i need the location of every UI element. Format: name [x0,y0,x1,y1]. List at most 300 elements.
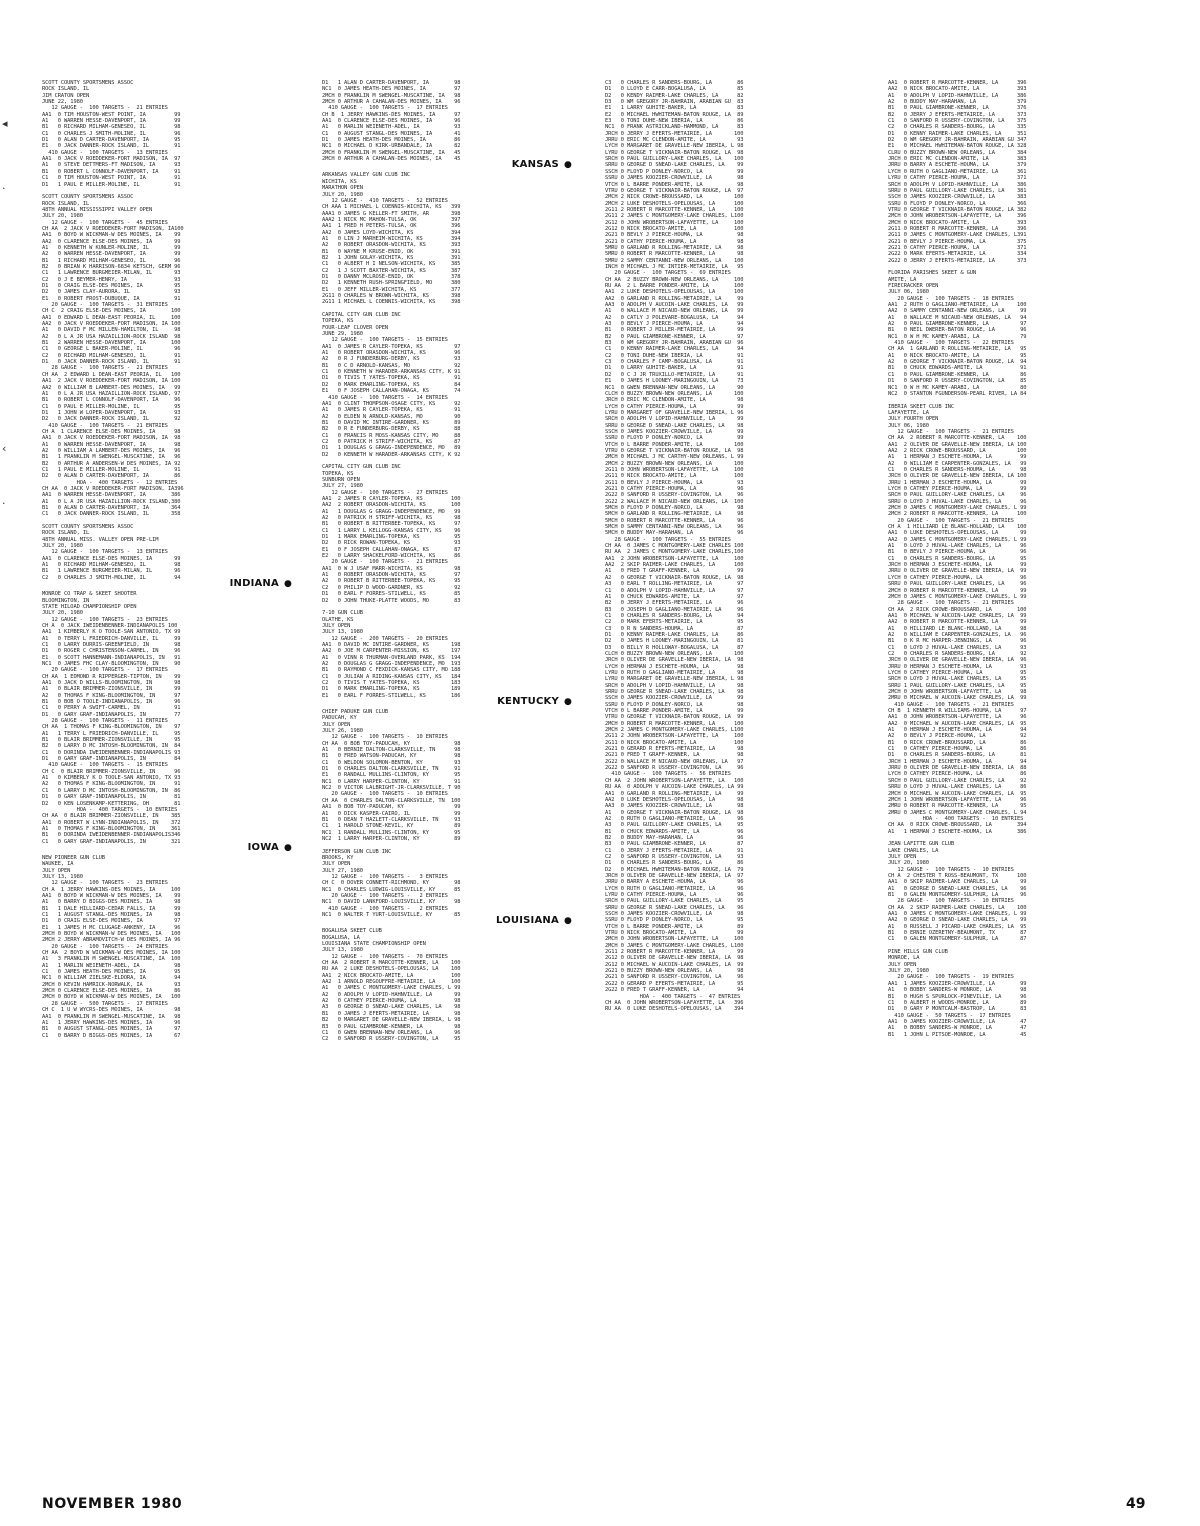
result-line: LYCH 0 HERMAN J ESCHETE-HOUMA, LA 98 [605,663,744,670]
result-line: A1 0 BOBBY SANDERS-W MONROE, LA 98 [888,987,1027,994]
result-line: AA1 2 OLIVER DE GRAVELLE-NEW IBERIA, LA 100 [888,441,1027,448]
issue-date: NOVEMBER 1980 [42,1496,183,1512]
result-line: AA1 0 LUKE DESHOTELS-OPELOUSAS, LA 99 [888,530,1027,537]
result-line: NC1 0 DAVID LANKFORD-LOUISVILLE, KY 98 [322,899,461,906]
result-line: 28 GAUGE - 100 TARGETS - 55 ENTRIES [605,536,731,543]
result-line: A1 0 STEVE DETTMERS-FT MADISON, IA 93 [42,162,181,169]
result-line: C1 0 AUGUST STANGL-DES MOINES, IA 41 [322,130,461,137]
result-line: AA1 0 CLARENCE ELSE-DES MOINES, IA 96 [322,118,461,125]
result-line: D1 0 ROGER C CHRISTENSON-CARMEL, IN 96 [42,648,181,655]
result-line: A2 0 ROBERT B RITTERBEE-TOPEKA, KS 95 [322,578,461,585]
result-line: 2G12 0 OLIVER DE GRAVELLE-NEW IBERIA, LA 98 [605,955,744,962]
result-line: A1 0 ROBERT ORASDON-WICHITA, KS 97 [322,572,461,579]
result-line: C1 0 GWEN BRENNAN-NEW ORLEANS, LA 96 [322,1029,461,1036]
result-line: A1 0 BLAIR BRIMMER-ZIONSVILLE, IN 99 [42,686,181,693]
result-line: D1 0 GARY GRAF-INDIANAPOLIS, IN 77 [42,711,181,718]
result-line: B3 0 JOSEPH D GAGLIANO-METAIRIE, LA 96 [605,606,744,613]
result-line: B1 0 ROBERT L CONNOLF-DAVENPORT, IA 96 [42,397,181,404]
result-line: 2MCH 2 BUZZY BROWN-NEW ORLEANS, LA 100 [605,460,744,467]
result-line: HOA - 400 TARGETS - 47 ENTRIES [605,993,741,1000]
result-line: NEW PIONEER GUN CLUB [42,854,105,861]
result-line: A1 0 L A JR USA HAZAILLION-ROCK ISLAND,380 [42,498,181,505]
result-line: 2G21 0 GERARD R EFERTS-METAIRIE, LA 98 [605,746,744,753]
margin-mark: ‹ [2,442,7,455]
results-column-2 [322,80,572,1490]
result-line: A1 0 CHUCK EDWARDS-AMITE, LA 97 [605,593,744,600]
result-line: SRCH 0 ADOLPH V LOPID-HAHNVILLE, LA 386 [888,181,1027,188]
result-line: NC1 1 RANDALL MULLINS-CLINTON, KY 95 [322,829,461,836]
result-line: A2 0 ELDEN N ARNOLD-KANSAS, MO 90 [322,413,461,420]
result-line: A2 0 WILLIAM A LAMBERT-DES MOINES, IA 96 [42,447,181,454]
result-line: D1 1 JOHN W LOPER-DAVENPORT, IA 93 [42,409,181,416]
result-line: 2G11 0 JAMES C MONTGOMERY-LAKE CHARLES, L391 [888,232,1027,239]
result-line: CH AA 1 THOMAS F KING-BLOOMINGTON, IN 97 [42,724,181,731]
result-line: JULY 20, 1980 [888,860,929,867]
result-line: AA1 0 JOHN WROBERTSON-LAFAYETTE, LA 96 [888,714,1027,721]
result-line: 2MCH 0 BOYD W WICKMAN-W DES MOINES, IA 100 [42,931,181,938]
result-line: B1 0 NEIL DWERER-BATON ROUGE, LA 96 [888,327,1027,334]
result-line: B1 0 DAVID MC INTIRE-GARDNER, KS 89 [322,419,461,426]
result-line: 2G21 0 BEVLY J PIERCE-HOUMA, LA 98 [605,232,744,239]
result-line: SSRU 0 FLOYD P DONLEY-NORCO, LA 95 [605,917,744,924]
result-line: 2G21 0 CATHY PIERCE-HOUMA, LA 371 [888,244,1027,251]
result-line: LOUISIANA STATE CHAMPIONSHIP OPEN [322,941,426,948]
result-line: 2MCH 1 JOHN WROBERTSON-LAFAYETTE, LA 96 [888,796,1027,803]
result-line: A1 0 KENNETH W KUNLER-MOLINE, IL 99 [42,244,181,251]
result-line: 5MRU 0 GARLAND R ROLLING-METAIRIE, LA 98 [605,244,744,251]
result-line: AA2 2 RICK CROWE-BROUSSARD, LA 100 [888,447,1027,454]
result-line: D1 0 JACK DANNER-ROCK ISLAND, IL 91 [42,359,181,366]
result-line: 48TH ANNUAL MISSISSIPPI VALLEY OPEN [42,206,153,213]
result-line: 2MCH 0 JAMES C MONTGOMERY-LAKE CHARLES, L 99 [888,505,1027,512]
result-line: C2 0 TONI DUHE-NEW IBERIA, LA 91 [605,352,744,359]
result-line: SRCH 0 LOYD J HUVAL-LAKE CHARLES, LA 95 [888,676,1027,683]
result-line: JULY 27, 1980 [322,867,363,874]
result-line: A1 0 RUSSELL J PICARD-LAKE CHARLES, LA 95 [888,923,1027,930]
result-line: C1 0 LARRY D MC INTOSH-BLOOMINGTON, IN 86 [42,787,181,794]
result-line: AA1 1 JAMES KOOZIER-CROWVILLE, LA 99 [888,980,1027,987]
state-heading-label: KANSAS [511,159,559,171]
result-line: LYRU 0 MARGARET OF GRAVELLE-NEW IBERIA, L 96 [605,409,744,416]
result-line: CH AAA 1 MICHAEL L COENNIS-WICHITA, KS 399 [322,204,461,211]
result-line: RU AA 2 LUKE DESHOTELS-OPELOUSAS, LA 100 [322,966,461,973]
result-line: 2G12 0 NICK BROCATO-AMITE, LA 100 [605,225,744,232]
result-line: A1 0 WARREN HESSE-DAVENPORT, IA 98 [42,441,181,448]
result-line: JULY 26, 1980 [322,728,363,735]
result-line: 410 GAUGE - 100 TARGETS - 56 ENTRIES [605,771,731,778]
result-line: AA1 0 JACK D WILLS-BLOOMINGTON, IN 98 [42,679,181,686]
result-line: JRCH 0 OLIVER DE GRAVELLE-NEW IBERIA, LA 98 [605,657,744,664]
result-line: B2 0 BUDDY MAY-HARAHAN, LA 96 [605,834,744,841]
result-line: LYCH 0 CATHEY PIERCE-HOUMA, LA 99 [888,486,1027,492]
result-line: D2 0 RICK ROWAN-TOPEKA, KS 93 [322,540,461,547]
result-line: SSRU 0 JAMES KOOZIER-CROWVILLE, LA 98 [605,175,744,182]
result-line: 410 GAUGE - 100 TARGETS - 14 ENTRIES [322,394,448,401]
result-line: AA2 0 JACK V ROEDDEKER-FORT MADISON, IA 100 [42,321,181,328]
result-line: 20 GAUGE - 100 TARGETS - 24 ENTRIES [42,943,168,950]
result-line: CH AA 2 RICK CROWE-BROUSSARD, LA 100 [888,606,1027,613]
result-line: SSCH 0 FLOYD P DONLEY-NORCO, LA 99 [605,168,744,175]
result-line: A1 0 HERMAN J ESCHETE-HOUMA, LA 94 [888,727,1027,734]
result-line: SRCH 0 PAUL GUILLORY-LAKE CHARLES, LA 95 [605,898,744,905]
result-line: A1 0 VINN R THURMAN-OVERLAND PARK, KS 194 [322,654,461,661]
result-line: AA1 1 KIMBERLY K O TOOLE-SAN ANTONIO, TX 99 [42,629,181,636]
result-line: JRRU 0 OLIVER DE GRAVELLE-NEW IBERIA, LA 88 [888,765,1027,772]
result-line: B3 0 PAUL GIAMBRONE-KENNER, LA 87 [605,841,744,848]
result-line: D2 0 ALAN D CARTER-DAVENPORT, IA 86 [42,473,181,480]
result-line: CH AA 0 JOHN WROBERTSON-LAFAYETTE, LA 396 [605,999,744,1006]
result-line: LYRU 0 MARGARET DE GRAVELLE-NEW IBERIA, L 98 [605,676,744,683]
result-line: D1 0 CRAIG ELSE-DES MOINES, IA 95 [42,283,181,289]
result-line: JRRU 0 OLIVER DE GRAVELLE-NEW IBERIA, LA 99 [888,568,1027,575]
result-line: 12 GAUGE - 100 TARGETS - 13 ENTRIES [42,549,168,556]
result-line: CH AA 0 JACK V ROEDDEKER-FORT MADISON, IA396 [42,486,184,492]
result-line: NC1 0 WALTER T YURT-LOUISVILLE, KY 85 [322,912,461,918]
result-line: CH A 1 JERRY HAWKINS-DES MOINES, IA 100 [42,886,181,893]
result-line: D2 0 JAMES CLAY-AURORA, IL 93 [42,289,181,296]
result-line: C1 0 LOYD J HUVAL-LAKE CHARLES, LA 93 [888,644,1027,651]
bullet-icon: ● [563,160,572,171]
result-line: WICHITA, KS [322,178,357,185]
result-line: CAPITAL CITY GUN CLUB INC [322,464,401,471]
result-line: 12 GAUGE - 100 TARGETS - 15 ENTRIES [322,337,448,344]
result-line: D1 0 GARY GRAF-INDIANAPOLIS, IN 84 [42,756,181,763]
result-line: B1 0 PAUL GIAMBRONE-KENNER, LA 376 [888,105,1027,112]
result-line: SSRU 0 FLOYD P DONLEY-NORCO, LA 98 [605,701,744,708]
result-line: B1 0 ROBERT J MILLER-METAIRIE, LA 99 [605,327,744,334]
result-line: C1 0 CHARLES R SANDERS-BOURG, LA 94 [605,612,744,619]
result-line: CH AA 0 BOB TOY-PADUCAH, KY 98 [322,740,461,747]
result-line: C2 0 J E BEYMER-HENRY, IA 93 [42,276,181,283]
result-line: JRRU 0 HERMAN J ESCHETE-HOUMA, LA 93 [888,663,1027,670]
result-line: AA1 0 JAMES C MONTGOMERY-LAKE CHARLES, L 99 [888,911,1027,918]
state-heading-label: KENTUCKY [497,695,559,707]
result-line: 20 GAUGE - 100 TARGETS - 21 ENTRIES [322,559,448,566]
result-line: NC2 1 LARRY HARPER-CLINTON, KY 89 [322,835,461,842]
result-line: AA2 0 MICHAEL W AUCOIN-LAKE CHARLES, LA 95 [888,720,1027,727]
result-line: A1 0 FRED T GRAFF-KENNER, LA 99 [605,568,744,575]
result-line: CH AA 2 JOHN WROBERTSON-LAFAYETTE, LA 100 [605,777,744,784]
result-line: 5MCH 0 GARLAND R ROLLING-METAIRIE, LA 98 [605,511,744,518]
result-line: A2 0 PAUL GIAMBRONE-KENNER, LA 97 [888,321,1027,328]
result-line: AA1 0 TIM HOUSTON-WEST POINT, IA 99 [42,111,181,118]
result-line: CAPITAL CITY GUN CLUB INC [322,312,401,319]
result-line: 20 GAUGE - 100 TARGETS - 10 ENTRIES [322,791,448,798]
result-line: CH A 1 CLARENCE ELSE-DES MOINES, IA 98 [42,428,181,435]
result-line: MARATHON OPEN [322,185,363,192]
result-line: B2 1 JOHN GOLAY-WICHITA, KS 391 [322,254,461,261]
result-line: RU AA 0 ADOLPH V AUCOIN-LAKE CHARLES, LA 99 [605,784,744,791]
result-line: SRCH 0 ADOLPH V LOPID-HAHNVILLE, LA 98 [605,682,744,689]
result-line: JULY FOURTH OPEN [888,416,939,423]
result-line: AA2 1 ARNOLD REGOUFFRE-METAIRIE, LA 100 [322,979,461,986]
result-line: D2 0 C J JR TRUXILLO-METAIRIE, LA 91 [605,371,744,378]
result-line: 2MCH 0 JAMES C MONTGOMERY-LAKE CHARLES, L 99 [888,593,1027,600]
result-line: IBERIA SKEET CLUB INC [888,403,955,410]
result-line: SSRU 0 FLOYD P DONLEY-NORCO, LA 99 [605,435,744,442]
result-line: C2 0 MARK EFERTS-METAIRIE, LA 95 [605,619,744,626]
result-line: C3 0 R N SANDERS-HOUMA, LA 87 [605,625,744,632]
bullet-icon: ● [283,842,292,853]
result-line: CH AA 2 JACK V ROEDDEKER-FORT MADISON, IA100 [42,225,184,232]
result-line: B2 0 PAUL GIAMBRONE-KENNER, LA 97 [605,333,744,340]
result-line: C1 0 JERRY J EFERTS-METAIRIE, LA 91 [605,847,744,854]
result-line: C1 0 FRANCIS R MOSS-KANSAS CITY, MO 88 [322,432,461,439]
result-line: 2G21 0 BUZZY BROWN-NEW ORLEANS, LA 98 [605,968,744,975]
result-line: AA1 0 DAVID MC INTIRE-GARDNER, KS 198 [322,641,461,648]
result-line: CHIEF PADUKE GUN CLUB [322,709,389,715]
result-line: A1 0 WARREN HESSE-DAVENPORT, IA 99 [42,118,181,125]
result-line: C1 0 ADOLPH V LOPID-HAHNVILLE, LA 97 [605,587,744,594]
result-line: SSCH 0 JAMES KOOZIER-CROWVILLE, LA 99 [605,428,744,435]
result-line: RU AA 2 L BARRE PONDER-AMITE, LA 100 [605,283,744,289]
result-line: JULY OPEN [322,721,351,728]
result-line: SRRU 0 GEORGE R SNEAD-LAKE CHARLES, LA 96 [605,904,744,911]
result-line: LAFAYETTE, LA [888,409,929,416]
result-line: 2MCH 2 JAMES C MONTGOMERY-LAKE CHARLES, L100 [605,727,744,734]
result-line: NC2 0 VICTOR LALBRIGHT-JR-CLARKSVILLE, T 90 [322,785,461,792]
result-line: B1 0 ROBERT L CONNOLF-DAVENPORT, IA 91 [42,168,181,175]
result-line: 12 GAUGE - 100 TARGETS - 45 ENTRIES [42,219,168,226]
result-line: NC1 0 CHARLES LUDWIG-LOUISVILLE, KY 85 [322,886,461,893]
result-line: 2G22 0 JERRY J EFERTS-METAIRIE, LA 373 [888,257,1027,264]
result-line: 2G11 0 NICK BROCATO-AMITE, LA 100 [605,473,744,480]
result-line: SCOTT COUNTY SPORTSMENS ASSOC [42,80,134,86]
result-line: 28 GAUGE - 100 TARGETS - 11 ENTRIES [42,718,168,725]
result-line: 12 GAUGE - 100 TARGETS - 70 ENTRIES [322,953,448,960]
result-line: NC1 0 WILLIAM ZIELSKE-ELDORA, IA 94 [42,975,181,982]
result-line: CH A 2 CHESTER T ROSS-BEAUMONT, TX 100 [888,872,1027,879]
result-line: 2MCH 0 ARTHUR A CAHALAN-DES MOINES, IA 96 [322,99,461,106]
result-line: AA1 0 ROBERT R MARCOTTE-KENNER, LA 396 [888,80,1027,86]
result-line: A1 0 JAMES R CAYLER-TOPEKA, KS 91 [322,407,461,414]
results-column-1 [42,80,292,1490]
result-line: E1 0 F JOSEPH CALLAHAN-ONAGA, KS 87 [322,546,461,553]
result-line: E2 0 LARRY SHACKELFORD-WICHITA, KS 86 [322,553,461,560]
result-line: A2 0 WILLIAM E CARPENTER-GONZALES, LA 96 [888,631,1027,638]
result-line: VTRU 0 GEORGE T VICKNAIR-BATON ROUGE, LA 382 [888,206,1027,213]
result-line: D2 0 JAMES H LOONEY-MARINGOUIN, LA 81 [605,638,744,645]
result-line: 2G11 0 JOHN WROBERTSON-LAFAYETTE, LA 100 [605,466,744,473]
result-line: SRCH 0 PAUL GUILLORY-LAKE CHARLES, LA 96 [888,492,1027,499]
result-line: C2 0 PHILIP D WOOD-GARDNER, KS 92 [322,584,461,591]
result-line: D1 0 KENNY RAIMER-LAKE CHARLES, LA 86 [605,631,744,638]
result-line: JRRU 1 HERMAN J ESCHETE-HOUMA, LA 99 [888,479,1027,486]
result-line: A1 0 MARLIN WEIENETH-ADEL, IA 93 [322,124,461,131]
result-line: 2MCH 0 MICHAEL J MC CARTHY-NEW ORLEANS, L 99 [605,454,744,461]
result-line: NC1 0 W H MC KAMEY-ARABI, LA 80 [888,384,1027,391]
result-line: B2 0 MARGARET DE GRAVELLE-NEW IBERIA, L 98 [322,1017,461,1024]
result-line: 2G12 0 MICHAEL W AUCOIN-LAKE CHARLES, LA 99 [605,961,744,968]
result-line: A1 0 LOYD J HUVAL-LAKE CHARLES, LA 96 [888,543,1027,550]
result-line: 28 GAUGE - 100 TARGETS - 10 ENTRIES [888,898,1014,905]
result-line: JRCH 0 ERIC MC CLENDON-AMITE, LA 98 [605,397,744,404]
result-line: 2MCH 0 JOHN WROBERTSON-LAFAYETTE, LA 98 [888,689,1027,695]
result-line: A1 0 HILLIARD LE BLANC-HOLLAND, LA 98 [888,625,1027,632]
result-line: AA1 2 JACK V ROEDDEKER-FORT MADISON, IA 100 [42,378,181,385]
result-line: NC1 0 JAMES FHC CLAY-BLOOMINGTON, IN 90 [42,660,181,667]
result-line: C2 0 RICHARD MILHAM-GENESEO, IL 91 [42,352,181,359]
result-line: B2 0 JERRY J EFERTS-METAIRIE, LA 373 [888,111,1027,118]
result-line: 410 GAUGE - 100 TARGETS - 13 ENTRIES [42,149,168,156]
result-line: 2G21 0 BEVLY J PIERCE-HOUMA, LA 375 [888,238,1027,245]
result-line: AA2 0 CLARENCE ELSE-DES MOINES, IA 99 [42,238,181,245]
result-line: VTRU 0 GEORGE T VICKNAIR-BATON ROUGE, LA 99 [605,714,744,721]
result-line: SCOTT COUNTY SPORTSMENS ASSOC [42,194,134,201]
result-line: A3 0 EARL T ROLLING-METAIRIE, LA 97 [605,581,744,588]
result-line: E2 0 MICHAEL HWHITEMAN-BATON ROUGE, LA 89 [605,111,744,118]
result-line: WAUKEE, IA [42,861,74,868]
result-line: C2 0 CHARLES J SMITH-MOLINE, IL 94 [42,574,181,581]
result-line: E1 0 JEFF MILLER-WICHITA, KS 377 [322,286,461,293]
result-line: JRRU 0 BARRY A ESCHETE-HOUMA, LA 379 [888,162,1027,169]
result-line: VTCH 0 L BARRE PONDER-AMITE, LA 98 [605,181,744,188]
result-line: ROCK ISLAND, IL [42,530,90,537]
result-line: 20 GAUGE - 100 TARGETS - 19 ENTRIES [888,974,1014,981]
result-line: A1 1 MARLIN WEIENETH-ADEL, IA 98 [42,962,181,969]
result-line: JRCH 0 OLIVER DE GRAVELLE-NEW IBERIA, LA 97 [605,872,744,879]
result-line: B1 0 C D ARNOLD-KANSAS, MO 92 [322,362,461,369]
result-line: NC1 0 W H MC KAMEY-ARABI, LA 79 [888,333,1027,340]
result-line: A1 0 LIN J MARHEIM-WICHITA, KS 394 [322,235,461,242]
result-line: D2 0 MICHAEL HWHITEMAN-BATON ROUGE, LA 79 [605,866,744,873]
result-line: AA2 0 NICK BROCATO-AMITE, LA 393 [888,86,1027,93]
result-line: C1 0 JACK DANNER-ROCK ISLAND, IL 358 [42,511,181,518]
bullet-icon: ● [563,696,572,707]
result-line: D1 0 KENNY RAIMER-LAKE CHARLES, LA 351 [888,130,1027,137]
result-line: AA2 0 JOE M CARPENTER-MISSION, KS 197 [322,648,461,655]
result-line: JULY 27, 1980 [322,483,363,490]
result-line: JEFFERSON GUN CLUB INC [322,848,392,855]
result-line: C1 0 CHARLES R SANDERS-BOURG, LA 95 [888,555,1027,562]
result-line: JULY 20, 1980 [42,543,83,550]
result-line: C1 0 KENNETH W HARADER-ARKANSAS CITY, K 91 [322,369,461,376]
result-line: 5MRU 0 ROBERT R MARCOTTE-KENNER, LA 98 [605,251,744,258]
result-line: A2 0 CATLY J POLEVARE-BOGALUSA, LA 94 [605,314,744,321]
result-line: A1 0 TERRY L FRIEDRICH-DANVILLE, IL 99 [42,635,181,642]
result-line: 2G21 0 CATHY PIERCE-HOUMA, LA 96 [605,486,744,492]
result-line: B1 0 WAYNE M KRUSE-ENID, OK 391 [322,248,461,255]
result-line: CH AA 0 RICK CROWE-BROUSSARD, LA 394 [888,822,1027,829]
result-line: C3 0 CHARLES R SANDERS-BOURG, LA 86 [605,80,744,86]
result-line: E1 0 MICHAEL HWHITEMAN-BATON ROUGE, LA 328 [888,143,1027,150]
result-line: 12 GAUGE - 100 TARGETS - 21 ENTRIES [42,105,168,112]
result-line: C1 0 PERRY A SWIFT-CARMEL, IN 91 [42,705,181,712]
result-line: C1 0 KENNY RAIMER-LAKE CHARLES, LA 94 [605,346,744,353]
result-line: ARKANSAS VALLEY GUN CLUB INC [322,172,411,179]
result-line: 2G11 1 MICHAEL L COENNIS-WICHITA, KS 398 [322,299,461,306]
result-line: 2MCH 0 CLARENCE ELSE-DES MOINES, IA 86 [42,988,181,995]
result-line: SRRU 0 GEORGE R SNEAD-LAKE CHARLES, LA 98 [605,689,744,695]
result-line: AA1 1 FRED H PETERS-TULSA, OK 396 [322,223,461,230]
result-line: RU AA 2 JAMES C MONTGOMERY-LAKE CHARLES,100 [605,549,744,556]
result-line: A2 0 WILLIAM E CARPENTER-GONZALES, LA 99 [888,460,1027,467]
result-line: 20 GAUGE - 100 TARGETS - 21 ENTRIES [888,517,1014,524]
result-line: SRRU 0 GEORGE D SNEAD-LAKE CHARLES, LA 98 [605,422,744,429]
result-line: 48TH ANNUAL MISS. VALLEY OPEN PRE-LIM [42,536,159,543]
result-line: AA1 0 EDWARD L DEAN-EAST PEORIA, IL 100 [42,314,181,321]
result-line: 2MRU 0 MICHAEL W AUCOIN-LAKE CHARLES, LA 99 [888,695,1027,702]
result-line: 20 GAUGE - 100 TARGETS - 18 ENTRIES [888,295,1014,302]
result-line: AA2 0 GARLAND R ROLLING-METAIRIE, LA 99 [605,295,744,302]
result-line: B1 1 DALE HILLIARD-CEDAR FALLS, IA 99 [42,905,181,912]
result-line: B1 0 GALEN MONTGOMERY-SULPHUR, LA 96 [888,892,1027,898]
result-line: E1 1 LARRY GUHITE-BAKER, LA 83 [605,105,744,112]
result-line: D1 0 CHARLES R SANDERS-BOURG, LA 81 [888,752,1027,759]
result-line: C3 0 CHARLES F CAMP-BOGALUSA, LA 91 [605,359,744,366]
result-line: AA1 0 WARREN HESSE-DAVENPORT, IA 386 [42,492,181,499]
result-line: AAA2 1 NICK MC MAHON-TULSA, OK 397 [322,216,461,223]
result-line: AA3 0 JAMES KOOZIER-CROWVILLE, LA 98 [605,803,744,810]
result-line: AA1 0 JACK V ROEDDEKER-FORT MADISON, IA 98 [42,435,181,442]
result-line: D3 0 BILLY R HOLLOWAY-BOGALUSA, LA 87 [605,644,744,651]
result-line: JRCH 0 JERRY J EFERTS-METAIRIE, LA 100 [605,130,744,137]
result-line: 2G22 0 SANFORD R USSERY-COVINGTON, LA 96 [605,765,744,772]
result-line: CH AA 1 EDMOND R RIPPERGER-TIPTON, IN 99 [42,673,181,680]
result-line: 2G21 0 FRED T GRAFF-KENNER, LA 98 [605,752,744,759]
result-line: LYCH 0 RUTH O GAGLIANO-METAIRIE, LA 361 [888,168,1027,175]
result-line: E1 1 JAMES H MC CLUGAGE-ANKENY, IA 96 [42,924,181,931]
result-line: 5MCH 0 FLOYD P DONLEY-NORCO, LA 98 [605,505,744,512]
result-line: JRCH 0 ERIC MC CLENDON-AMITE, LA 383 [888,156,1027,163]
result-line: CH AA 2 ROBERT R MARCOTTE-KENNER, LA 100 [888,435,1027,442]
result-line: A2 0 R J FUNDERBURG-DERBY, KS 93 [322,356,461,363]
result-line: AA1 2 RUTH O GAGLIANO-METAIRIE, LA 100 [888,302,1027,309]
result-line: LYRU 0 CATHY PIERCE-HOUMA, LA 96 [605,892,744,898]
result-line: 2G22 0 MARK EFERTS-METAIRIE, LA 334 [888,251,1027,258]
result-line: 2MCH 0 ROBERT R MARCOTTE-KENNER, LA 99 [888,587,1027,594]
result-line: 12 GAUGE - 200 TARGETS - 20 ENTRIES [322,635,448,642]
result-line: 2G11 0 ROBERT R MARCOTTE-KENNER, LA 396 [888,225,1027,232]
result-line: C1 0 CHARLES R SANDERS-HOUMA, LA 98 [888,466,1027,473]
result-line: AA1 2 JOHN WROBERTSON-LAFAYETTE, LA 100 [605,555,744,562]
result-line: AA1 0 W J USAF MARR-WICHITA, KS 98 [322,565,461,572]
result-line: SSCH 0 JAMES KOOZIER-CROWVILLE, LA 383 [888,194,1027,201]
result-line: B1 1 RICHARD MILHAM-GENESEO, IL 96 [42,257,181,264]
result-line: D1 0 CHARLES R SANDERS-BOURG, LA 86 [605,860,744,867]
result-line: B3 0 WM GREGORY JR-BAHRAIN, ARABIAN GU 96 [605,340,744,347]
result-line: BOGALUSA, LA [322,934,360,941]
result-line: C1 0 CHARLES J SMITH-MOLINE, IL 96 [42,130,181,137]
result-line: 2G11 2 ROBERT R MARCOTTE-KENNER, LA 100 [605,206,744,213]
result-line: 2G11 0 CHARLES W BROWN-WICHITA, KS 398 [322,293,461,299]
result-line: A2 0 BEVLY J PIERCE-HOUMA, LA 92 [888,733,1027,740]
result-line: A1 0 JAMES C MONTGOMERY-LAKE CHARLES, L 99 [322,985,461,992]
result-line: 2MCH 0 JOHN WROBERTSON-LAFAYETTE, LA 396 [888,213,1027,220]
result-line: C2 0 SANFORD R USSERY-COVINGTON, LA 95 [322,1036,461,1043]
result-line: C1 0 GARY GRAF-INDIANAPOLIS, IN 321 [42,838,181,845]
result-line: 2MCH 0 BOYD W WICKMAN-W DES MOINES, IA 100 [42,994,181,1001]
result-line: LAKE CHARLES, LA [888,847,939,854]
result-line: B1 0 CHUCK EDWARDS-AMITE, LA 96 [605,828,744,835]
result-line: C1 0 WELDON SOLOMON-BENTON, KY 93 [322,759,461,766]
result-line: AA2 0 WILLIAM B LAMBERT-DES MOINES, IA 99 [42,384,181,391]
result-line: C1 0 TIM HOUSTON-WEST POINT, IA 91 [42,175,181,182]
result-line: SRRU 0 PAUL GUILLORY-LAKE CHARLES, LA 381 [888,187,1027,194]
result-line: AA2 0 JAMES C MONTGOMERY-LAKE CHARLES, L 99 [888,536,1027,543]
result-line: A1 0 ROBERT ORASDON-WICHITA, KS 96 [322,350,461,357]
result-line: A1 0 THOMAS F KING-BLOOMINGTON, IN 361 [42,825,181,832]
result-line: A1 0 L A JR USA HAZAILLION-ROCK ISLAND, 97 [42,390,181,397]
result-line: B1 0 DEAN T HAZLETT-CLARKSVILLE, TN 93 [322,816,461,823]
result-line: JRCH 1 HERMAN J ESCHETE-HOUMA, LA 94 [888,758,1027,765]
result-line: 2G11 2 JOHN WROBERTSON-LAFAYETTE, LA 100 [605,733,744,740]
result-line: SRCH 0 ADOLPH V LOPID-HAHNVILLE, LA 99 [605,416,744,423]
result-line: CH AA 2 ROBERT R MARCOTTE-KENNER, LA 100 [322,960,461,967]
result-line: E3 0 TONI DUHE-NEW IBERIA, LA 86 [605,118,744,125]
result-line: VTCH 0 L BARRE PONDER-AMITE, LA 89 [605,923,744,930]
result-line: JRRU 0 ERIC MC CLENDON-AMITE, LA 93 [605,137,744,144]
